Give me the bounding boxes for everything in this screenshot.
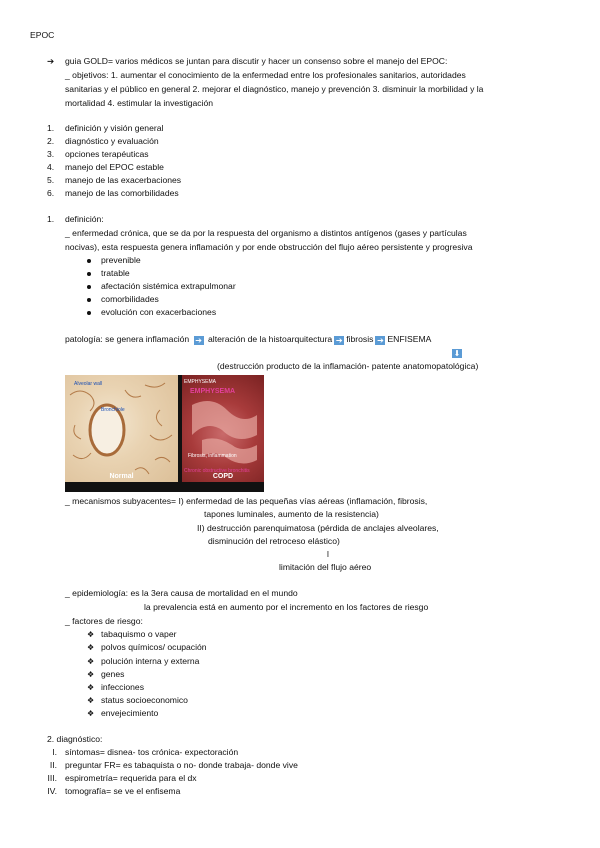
- bullet-item: tratable: [101, 268, 130, 278]
- copd-caption: COPD: [212, 473, 234, 480]
- roman-numeral: IV.: [47, 786, 57, 796]
- index-number: 2.: [47, 136, 55, 146]
- definition-line-2: nocivas), esta respuesta genera inflamación y por ende obstrucción del flujo aéreo persistente y progresiva: [65, 242, 473, 252]
- normal-histology-image: [65, 375, 178, 482]
- diamond-bullet-icon: ❖: [87, 696, 95, 705]
- index-number: 3.: [47, 149, 55, 159]
- bullet-item: afectación sistémica extrapulmonar: [101, 281, 236, 291]
- index-item: manejo del EPOC estable: [65, 162, 164, 172]
- gold-line-4: mortalidad 4. estimular la investigación: [65, 98, 214, 108]
- pathology-step-2: alteración de la histoarquitectura: [208, 334, 333, 344]
- alveolar-wall-label: Alveolar wall: [74, 381, 103, 387]
- right-arrow-icon: ➔: [335, 336, 343, 345]
- right-arrow-icon: ➔: [195, 336, 202, 345]
- diamond-bullet-icon: ❖: [87, 683, 95, 692]
- mechanisms-line-3: II) destrucción parenquimatosa (pérdida de anclajes alveolares,: [197, 523, 439, 533]
- mechanisms-line-4: disminución del retroceso elástico): [208, 536, 340, 546]
- epidemiology-line-1: _ epidemiología: es la 3era causa de mortalidad en el mundo: [65, 588, 298, 598]
- emphysema-small-label: EMPHYSEMA: [184, 379, 216, 385]
- pathology-line: [65, 334, 431, 345]
- index-item: manejo de las exacerbaciones: [65, 175, 182, 185]
- mechanisms-line-1: _ mecanismos subyacentes= I) enfermedad de las pequeñas vías aéreas (inflamación, fibrosis,: [65, 496, 428, 506]
- bullet-dot: [87, 259, 91, 263]
- epidemiology-line-2: la prevalencia está en aumento por el incremento en los factores de riesgo: [144, 602, 429, 612]
- copd-histology-image: [182, 375, 264, 482]
- risk-factor-item: status socioeconomico: [101, 695, 188, 705]
- bullet-dot: [87, 298, 91, 302]
- definition-heading: definición:: [65, 214, 104, 224]
- risk-factor-item: infecciones: [101, 682, 144, 692]
- pathology-subtext: (destrucción producto de la inflamación- patente anatomopatológica): [217, 361, 479, 371]
- risk-factor-item: tabaquismo o vaper: [101, 629, 177, 639]
- section-number: 1.: [47, 214, 55, 224]
- diamond-bullet-icon: ❖: [87, 670, 95, 679]
- index-number: 5.: [47, 175, 55, 185]
- bullet-dot: [87, 272, 91, 276]
- right-arrow-icon: ➔: [377, 336, 384, 345]
- gold-line-1: guia GOLD= varios médicos se juntan para discutir y hacer un consenso sobre el manejo del EPOC:: [65, 56, 448, 66]
- histology-figure: [65, 375, 264, 492]
- bullet-dot: [87, 285, 91, 289]
- risk-factor-item: polución interna y externa: [101, 656, 200, 666]
- diagnosis-item: tomografía= se ve el enfisema: [65, 786, 181, 796]
- bullet-item: comorbilidades: [101, 294, 159, 304]
- definition-line-1: _ enfermedad crónica, que se da por la respuesta del organismo a distintos antígenos (gases y partículas: [65, 228, 467, 238]
- index-item: definición y visión general: [65, 123, 164, 133]
- right-arrow-icon: ➔: [47, 56, 55, 66]
- down-arrow-icon: ⬇: [453, 349, 461, 358]
- chronic-bronchitis-label: Chronic obstructive bronchitis: [184, 468, 250, 474]
- index-number: 1.: [47, 123, 55, 133]
- diagnosis-item: espirometría= requerida para el dx: [65, 773, 197, 783]
- bullet-dot: [87, 311, 91, 315]
- diagnosis-item: preguntar FR= es tabaquista o no- donde trabaja- donde vive: [65, 760, 298, 770]
- risk-factor-item: genes: [101, 669, 125, 679]
- mechanisms-result: limitación del flujo aéreo: [279, 562, 372, 572]
- bronchiole-label: Bronchiole: [101, 407, 125, 413]
- diamond-bullet-icon: ❖: [87, 709, 95, 718]
- risk-factors-heading: _ factores de riesgo:: [65, 616, 143, 626]
- roman-numeral: I.: [52, 747, 57, 757]
- document-title: EPOC: [30, 30, 55, 40]
- diamond-bullet-icon: ❖: [87, 643, 95, 652]
- gold-line-3: sanitarias y el público en general 2. mejorar el diagnóstico, manejo y prevención 3. disminuir la morbilidad y la: [65, 84, 484, 94]
- mechanisms-line-2: tapones luminales, aumento de la resistencia): [204, 509, 379, 519]
- diagnosis-heading: 2. diagnóstico:: [47, 734, 103, 744]
- pathology-step-3: fibrosis: [346, 334, 374, 344]
- index-item: opciones terapéuticas: [65, 149, 149, 159]
- gold-line-2: _ objetivos: 1. aumentar el conocimiento de la enfermedad entre los profesionales sanitarios, autoridades: [65, 70, 466, 80]
- index-number: 4.: [47, 162, 55, 172]
- pathology-step-1: patología: se genera inflamación: [65, 334, 190, 344]
- mechanisms-connector: l: [327, 549, 329, 559]
- index-item: diagnóstico y evaluación: [65, 136, 159, 146]
- index-number: 6.: [47, 188, 55, 198]
- normal-tissue-drawing: [65, 375, 178, 482]
- index-item: manejo de las comorbilidades: [65, 188, 179, 198]
- roman-numeral: III.: [47, 773, 57, 783]
- bullet-item: evolución con exacerbaciones: [101, 307, 217, 317]
- bullet-item: prevenible: [101, 255, 141, 265]
- risk-factor-item: envejecimiento: [101, 708, 159, 718]
- diagnosis-item: síntomas= disnea- tos crónica- expectoración: [65, 747, 239, 757]
- roman-numeral: II.: [49, 760, 57, 770]
- diamond-bullet-icon: ❖: [87, 630, 95, 639]
- fibrosis-label: Fibrosis, inflammation: [188, 453, 237, 459]
- emphysema-label: EMPHYSEMA: [190, 388, 236, 395]
- diamond-bullet-icon: ❖: [87, 657, 95, 666]
- risk-factor-item: polvos químicos/ ocupación: [101, 642, 207, 652]
- normal-caption: Normal: [109, 473, 134, 480]
- pathology-step-4: ENFISEMA: [387, 334, 432, 344]
